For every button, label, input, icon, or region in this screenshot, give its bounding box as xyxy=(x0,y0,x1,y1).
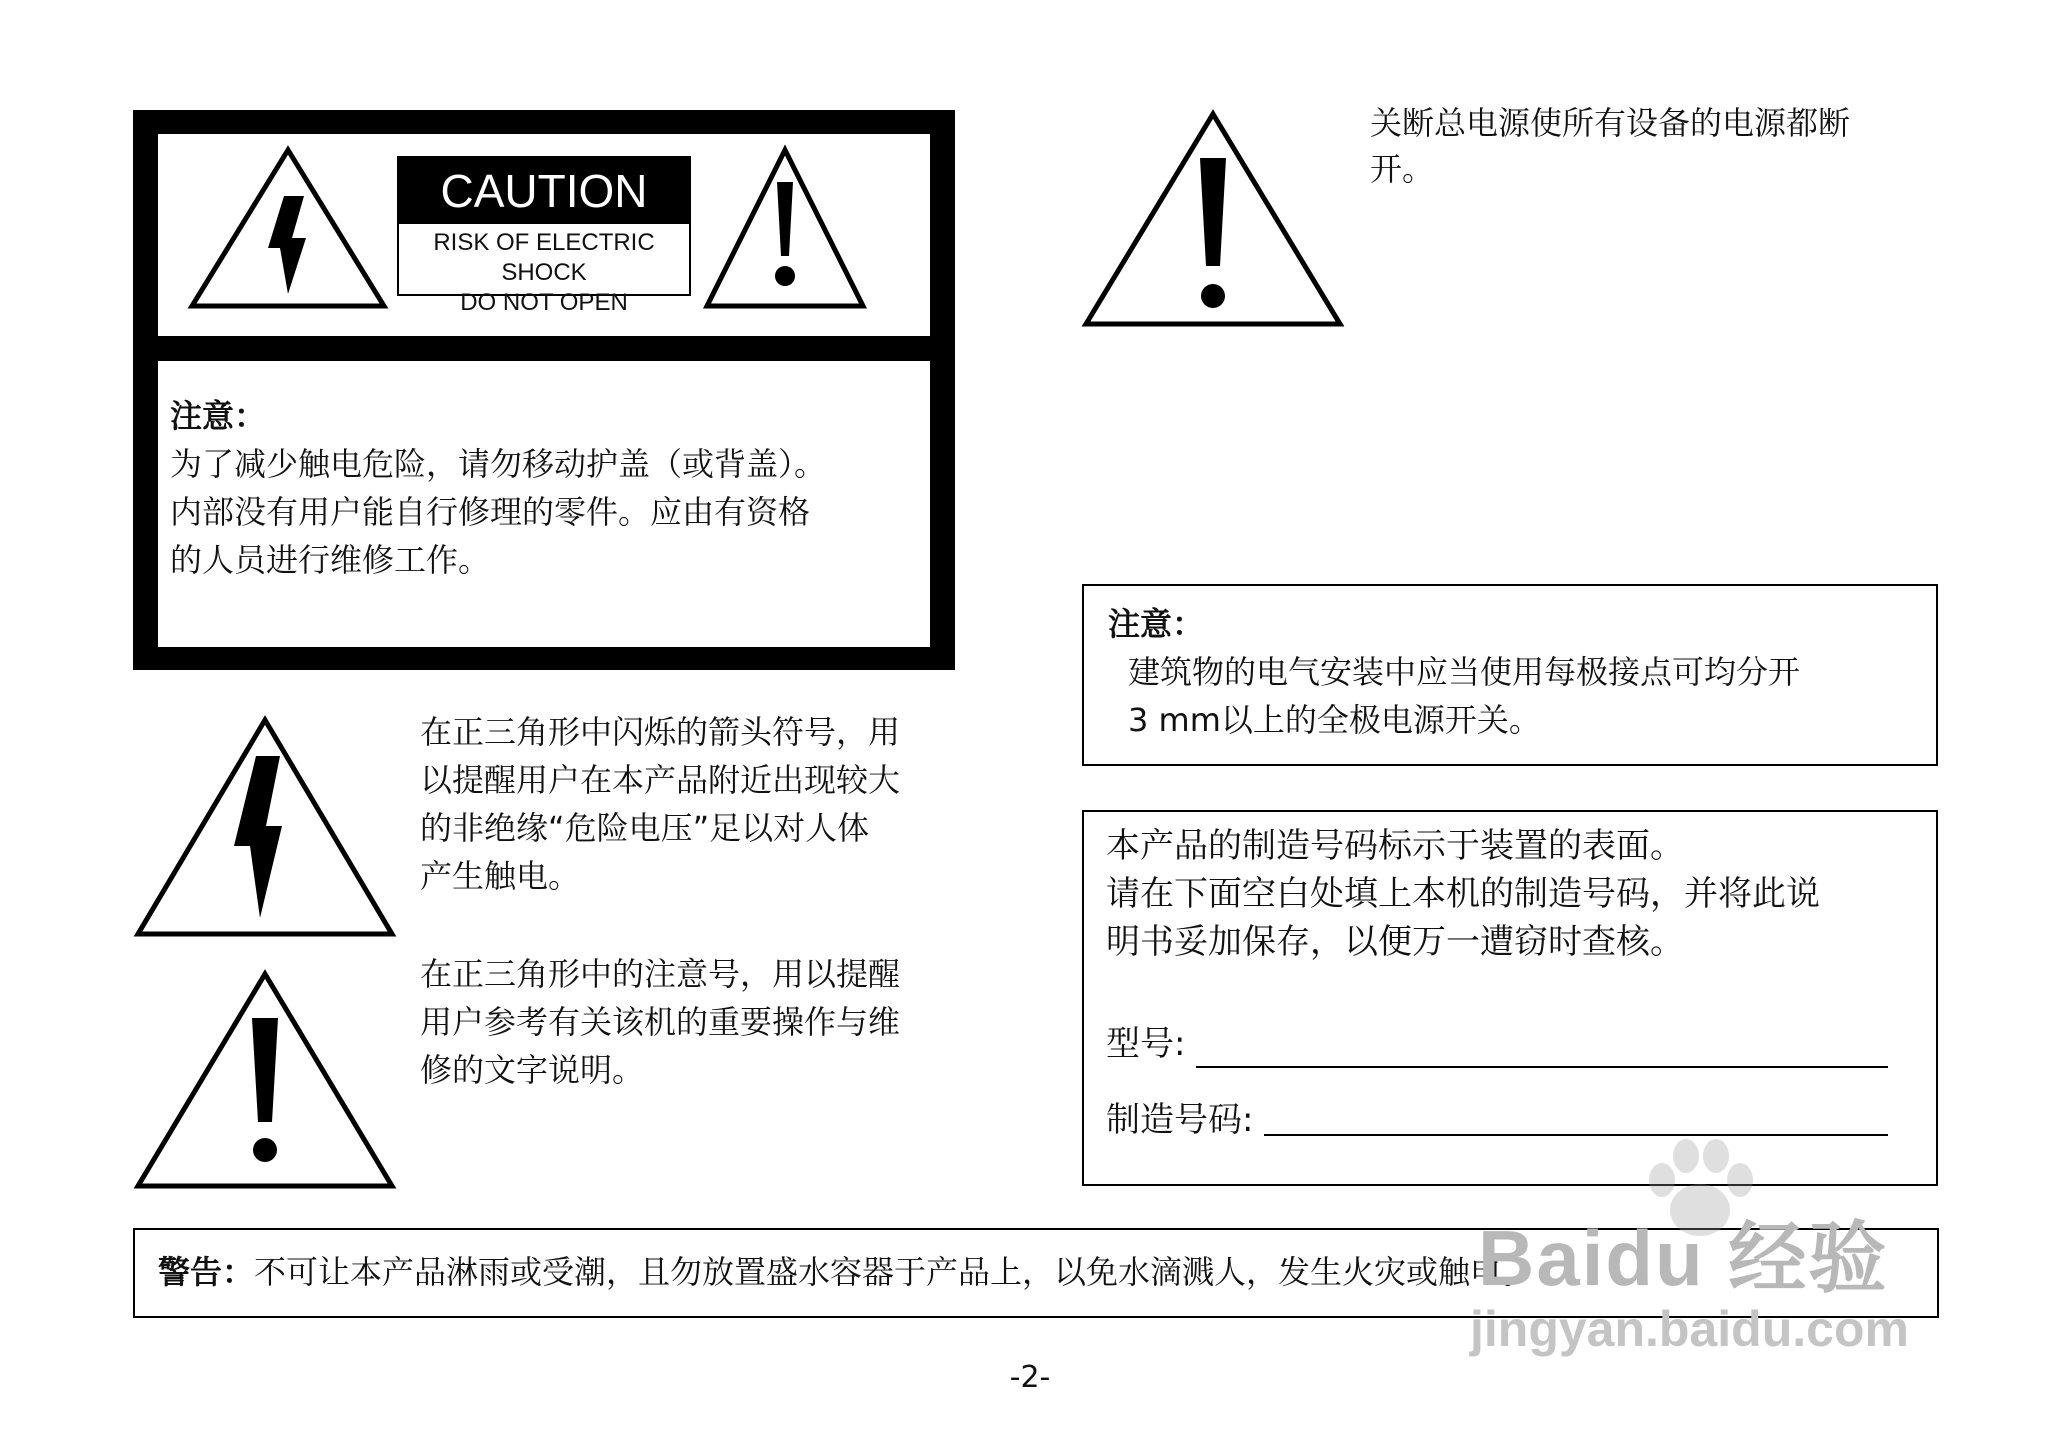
power-disconnect-notice xyxy=(1370,100,1930,192)
description-line: 的非绝缘“危险电压”足以对人体 xyxy=(420,809,870,847)
caution-label xyxy=(397,156,691,316)
model-label: 型号: xyxy=(1106,1024,1186,1064)
installation-note-line: 3 mm以上的全极电源开关。 xyxy=(1128,701,1541,739)
exclamation-symbol-description xyxy=(420,950,960,1094)
electric-shock-warning-icon xyxy=(134,716,396,938)
serial-record-line: 明书妥加保存，以便万一遭窃时查核。 xyxy=(1106,922,1684,962)
exclamation-warning-icon xyxy=(1082,110,1344,328)
lightning-symbol-description xyxy=(420,708,960,900)
serial-record-instructions xyxy=(1106,822,1926,966)
caution-notice xyxy=(170,392,910,584)
description-line: 在正三角形中闪烁的箭头符号，用 xyxy=(420,713,901,751)
description-line: 在正三角形中的注意号，用以提醒 xyxy=(420,955,901,993)
page-number: -2- xyxy=(1009,1360,1051,1395)
description-line: 以提醒用户在本产品附近出现较大 xyxy=(420,761,901,799)
caution-line-1: RISK OF ELECTRIC SHOCK xyxy=(433,229,655,286)
installation-note-line: 建筑物的电气安装中应当使用每极接点可均分开 xyxy=(1128,653,1801,691)
electric-shock-warning-icon xyxy=(188,146,388,310)
caution-notice-line: 的人员进行维修工作。 xyxy=(170,541,491,579)
exclamation-warning-icon xyxy=(703,146,867,310)
caution-title: CAUTION xyxy=(399,158,689,224)
model-field[interactable] xyxy=(1196,1066,1888,1068)
description-line: 产生触电。 xyxy=(420,857,581,895)
caution-notice-heading: 注意： xyxy=(170,397,267,435)
installation-note xyxy=(1108,600,1928,744)
notice-line: 开。 xyxy=(1370,150,1435,188)
warning-body: 不可让本产品淋雨或受潮，且勿放置盛水容器于产品上，以免水滴溅人，发生火灾或触电。 xyxy=(254,1253,1535,1291)
caution-subtitle xyxy=(399,228,689,318)
caution-notice-line: 内部没有用户能自行修理的零件。应由有资格 xyxy=(170,493,811,531)
watermark-url: jingyan.baidu.com xyxy=(1470,1301,1909,1357)
caution-line-2: DO NOT OPEN xyxy=(460,289,628,316)
watermark-brand: Baidu 经验 xyxy=(1478,1214,1889,1302)
exclamation-warning-icon xyxy=(134,970,396,1190)
caution-notice-line: 为了减少触电危险，请勿移动护盖（或背盖）。 xyxy=(170,445,827,483)
warning-heading: 警告： xyxy=(158,1253,255,1291)
serial-number-field[interactable] xyxy=(1264,1134,1888,1136)
notice-line: 关断总电源使所有设备的电源都断 xyxy=(1370,104,1851,142)
description-line: 修的文字说明。 xyxy=(420,1051,645,1089)
serial-record-line: 请在下面空白处填上本机的制造号码，并将此说 xyxy=(1106,874,1820,914)
description-line: 用户参考有关该机的重要操作与维 xyxy=(420,1003,901,1041)
installation-note-heading: 注意： xyxy=(1108,605,1205,643)
serial-record-line: 本产品的制造号码标示于装置的表面。 xyxy=(1106,826,1684,866)
serial-number-label: 制造号码: xyxy=(1106,1100,1254,1140)
